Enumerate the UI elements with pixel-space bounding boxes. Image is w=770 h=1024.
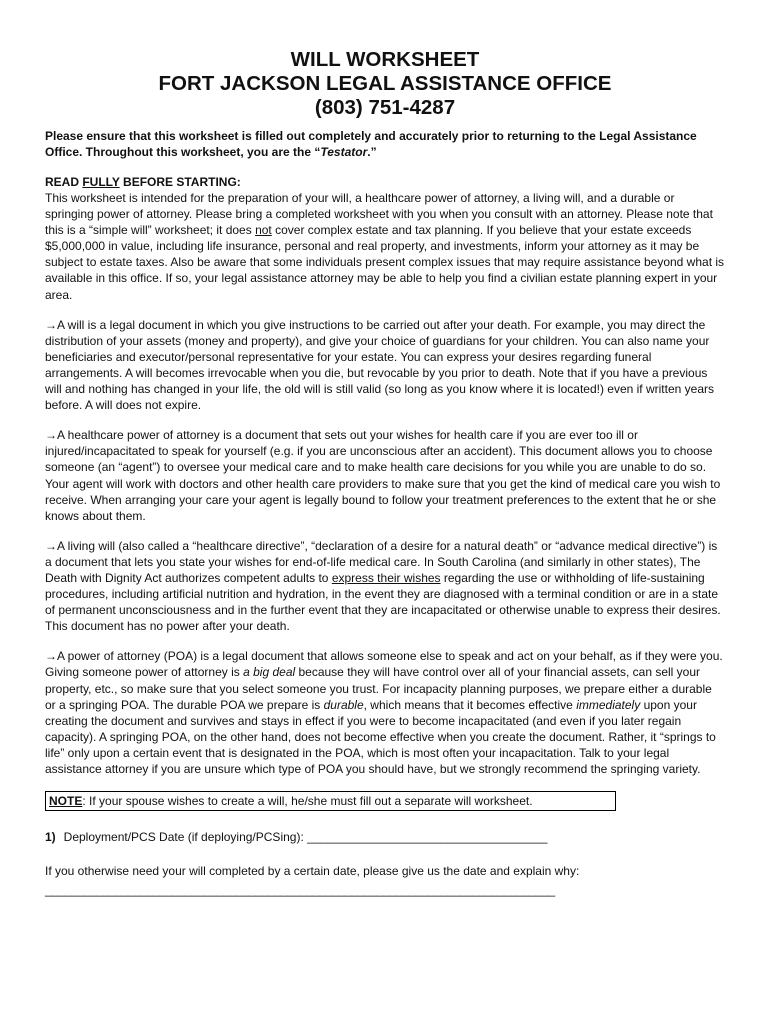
healthcare-poa-paragraph: →A healthcare power of attorney is a document that sets out your wishes for health care if you are ever too ill or injured/incapacitated to speak for yourself (e.g. if you are unconscious after an accident). This document allows you to choose someone (an “agent”) to oversee your medical care and to make health care decisions for you while you are unable to do so. Your agent will work with doctors and other health care providers to make sure that you get the kind of medical care you wish to receive. When arranging your care your agent is legally bound to follow your treatment preferences to the extent that he or she knows about them. <box>45 428 721 523</box>
read-head-fully: FULLY <box>82 175 120 189</box>
poa-immediately: immediately <box>576 697 641 712</box>
note-label: NOTE <box>49 794 83 809</box>
question-1-deployment-date <box>45 829 725 845</box>
question-1-label: Deployment/PCS Date (if deploying/PCSing): <box>63 830 308 845</box>
title-line-1: WILL WORKSHEET <box>290 48 480 71</box>
living-will-text-b: regarding the use or withholding of life-sustaining procedures, including artificial nutrition and hydration, in the event they are diagnosed with a terminal condition or are in a state of permanent unconsciousness and in the further event that they are incapacitated or otherwise unable to express their desires. This document has no power after your death. <box>45 570 721 634</box>
will-paragraph: →A will is a legal document in which you give instructions to be carried out after your death. For example, you may direct the distribution of your assets (money and property), and give your choice of guardians for your children. You can also name your beneficiaries and executor/personal representative for your estate. You can express your desires regarding funeral arrangements. A will becomes irrevocable when you die, but revocable by you prior to death. Note that if you have a previous will and nothing has changed in your life, the old will is still valid (so long as you know where it is located!) even if written years before. A will does not expire. <box>45 317 714 413</box>
intro-instructions <box>45 128 725 160</box>
completion-date-explanation-field[interactable]: ________________________________________________________________________________ <box>45 883 555 898</box>
living-will-text-a: →A living will (also called a “healthcare directive”, “declaration of a desire for a natural death” or “advance medical directive”) is a document that lets you state your wishes for end-of-life medical care. In South Carolina (and similarly in other states), The Death with Dignity Act authorizes competent adults to <box>45 538 718 585</box>
overview-text-b: cover complex estate and tax planning. If you believe that your estate exceeds $5,000,000 in value, including life insurance, personal and real property, and investments, inform your attorney as it may be subject to estate taxes. Also be aware that some individuals present complex issues that may require assistance beyond what is available in this office. If so, your legal assistance attorney may be able to help you find a civilian estate planning expert in your area. <box>45 223 725 302</box>
read-fully-heading <box>45 174 725 190</box>
poa-durable: durable <box>323 697 364 712</box>
title-line-2: FORT JACKSON LEGAL ASSISTANCE OFFICE <box>158 72 612 95</box>
intro-testator: Testator <box>320 145 368 159</box>
title-line-3-phone: (803) 751-4287 <box>314 96 456 119</box>
worksheet-page <box>45 48 725 898</box>
note-text: : If your spouse wishes to create a will, he/she must fill out a separate will worksheet. <box>82 794 533 809</box>
spouse-note-box <box>45 791 616 811</box>
poa-text-a: →A power of attorney (POA) is a legal document that allows someone else to speak and act on your behalf, as if they were you. Giving someone power of attorney is <box>45 649 723 680</box>
document-title <box>45 48 725 120</box>
poa-paragraph <box>45 648 725 777</box>
poa-text-b: because they will have control over all of your financial assets, can sell your property, etc., so make sure that you select someone you trust. For incapacity planning purposes, we prepare either a durable or a springing POA. The durable POA we prepare is <box>45 665 712 712</box>
overview-text-a: This worksheet is intended for the preparation of your will, a healthcare power of attorney, a living will, and a durable or springing power of attorney. Please bring a completed worksheet with you when you consult with an attorney. Please note that this is a “simple will” worksheet; it does <box>45 191 713 238</box>
living-will-paragraph <box>45 538 725 635</box>
read-head-b: BEFORE STARTING: <box>119 175 241 189</box>
intro-text-a: Please ensure that this worksheet is filled out completely and accurately prior to returning to the Legal Assistance Office. Throughout this worksheet, you are the “ <box>45 129 697 159</box>
overview-text-not: not <box>255 223 272 238</box>
overview-paragraph <box>45 190 725 303</box>
read-head-a: READ <box>45 175 83 189</box>
question-completion-date: If you otherwise need your will completed by a certain date, please give us the date and explain why: <box>45 864 580 879</box>
deployment-date-field[interactable]: ____________________________________ <box>307 830 548 845</box>
poa-text-c: , which means that it becomes effective <box>363 697 577 712</box>
poa-big-deal: a big deal <box>243 665 296 680</box>
question-1-number: 1) <box>45 830 56 845</box>
living-will-underlined: express their wishes <box>331 570 441 585</box>
poa-text-d: upon your creating the document and survives and stays in effect if you were to become incapacitated (and even if you later regain capacity). A springing POA, on the other hand, does not become effective when you create the document. Rather, it “springs to life” only upon a certain event that is designated in the POA, which is most often your incapacitation. Talk to your legal assistance attorney if you are unsure which type of POA you should have, but we strongly recommend the springing variety. <box>45 697 716 776</box>
intro-text-b: .” <box>367 145 377 159</box>
